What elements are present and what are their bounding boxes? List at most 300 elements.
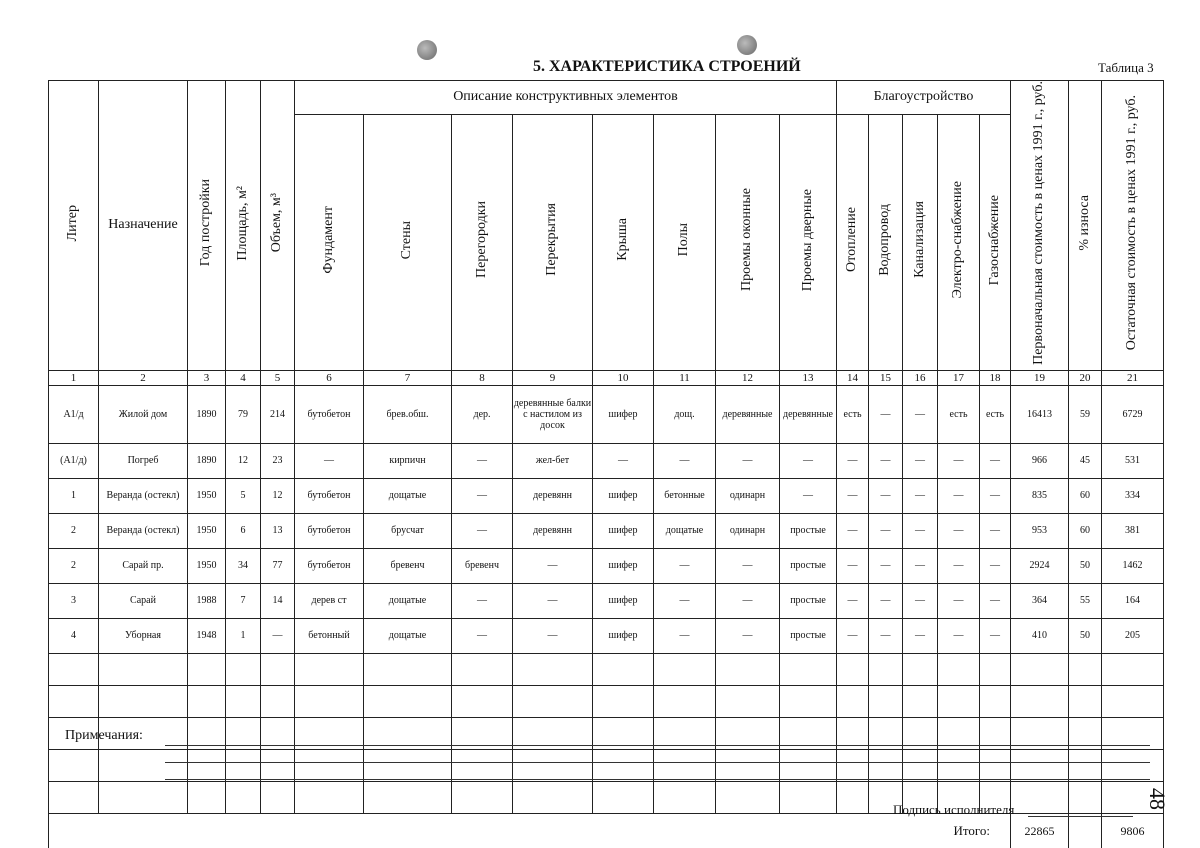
- table-cell: [49, 583, 99, 618]
- table-cell: [295, 583, 364, 618]
- notes-label: Примечания:: [65, 728, 143, 743]
- cell-text: —: [847, 455, 858, 467]
- empty-cell: [1069, 781, 1102, 813]
- table-cell: [513, 513, 593, 548]
- cell-text: —: [915, 408, 925, 420]
- cell-text: —: [803, 490, 813, 502]
- cell-text: —: [990, 455, 1000, 467]
- table-cell: [780, 618, 837, 653]
- table-cell: [716, 618, 780, 653]
- cell-text: 410: [1032, 630, 1047, 642]
- table-cell: [261, 513, 295, 548]
- table-cell: [903, 548, 938, 583]
- cell-text: бетонные: [664, 490, 705, 502]
- empty-cell: [261, 685, 295, 717]
- column-number: [295, 370, 364, 385]
- table-cell: [1102, 583, 1164, 618]
- notes-line: [165, 745, 1150, 746]
- table-cell: [1069, 548, 1102, 583]
- table-cell: [261, 443, 295, 478]
- cell-text: 18: [989, 371, 1001, 384]
- table-cell: [188, 618, 226, 653]
- empty-cell: [49, 749, 99, 781]
- table-cell: [938, 618, 980, 653]
- empty-cell: [49, 653, 99, 685]
- cell-text: Фундамент: [320, 205, 336, 274]
- table-cell: [261, 618, 295, 653]
- table-cell: [261, 478, 295, 513]
- empty-cell: [1011, 781, 1069, 813]
- cell-text: 13: [802, 371, 814, 384]
- cell-text: —: [880, 408, 891, 420]
- table-cell: [654, 618, 716, 653]
- cell-text: простые: [790, 560, 826, 572]
- table-cell: [226, 548, 261, 583]
- table-cell: [780, 583, 837, 618]
- empty-cell: [99, 749, 188, 781]
- cell-text: деревянн: [533, 525, 572, 537]
- table-cell: [1011, 513, 1069, 548]
- table-cell: [980, 548, 1011, 583]
- table-cell: [654, 513, 716, 548]
- empty-row: [49, 749, 1164, 781]
- table-cell: [869, 385, 903, 443]
- cell-text: —: [915, 490, 925, 502]
- table-cell: [49, 443, 99, 478]
- empty-cell: [261, 781, 295, 813]
- column-header: [980, 114, 1011, 370]
- empty-cell: [188, 653, 226, 685]
- table-row: [49, 478, 1164, 513]
- cell-text: Стены: [399, 220, 415, 259]
- column-number: [226, 370, 261, 385]
- cell-text: 1950: [196, 560, 217, 572]
- cell-text: деревянные: [722, 408, 773, 420]
- total-wear: [1069, 813, 1102, 848]
- empty-cell: [837, 653, 869, 685]
- cell-text: Электро-снабжение: [950, 180, 966, 299]
- cell-text: деревянн: [533, 490, 572, 502]
- table-cell: [903, 443, 938, 478]
- cell-text: шифер: [608, 560, 638, 572]
- table-cell: [869, 618, 903, 653]
- table-cell: [716, 478, 780, 513]
- cell-text: деревянные: [782, 408, 833, 420]
- cell-text: 3: [71, 595, 76, 607]
- cell-text: —: [477, 630, 487, 642]
- table-cell: [1011, 583, 1069, 618]
- table-cell: [49, 478, 99, 513]
- empty-cell: [226, 749, 261, 781]
- cell-text: простые: [790, 630, 826, 642]
- cell-text: деревянные балки с настилом из досок: [513, 397, 592, 431]
- empty-cell: [99, 653, 188, 685]
- cell-text: —: [547, 595, 558, 607]
- empty-cell: [295, 685, 364, 717]
- cell-text: Проемы дверные: [799, 188, 815, 291]
- table-cell: [295, 478, 364, 513]
- cell-text: 16: [914, 371, 926, 384]
- empty-cell: [593, 653, 654, 685]
- cell-text: Отопление: [844, 207, 860, 273]
- table-cell: [261, 548, 295, 583]
- column-header: [226, 81, 261, 371]
- table-cell: [1011, 478, 1069, 513]
- table-cell: [869, 443, 903, 478]
- cell-text: —: [953, 490, 964, 502]
- cell-text: —: [742, 455, 753, 467]
- cell-text: 6729: [1122, 408, 1143, 420]
- table-cell: [364, 385, 452, 443]
- table-cell: [188, 385, 226, 443]
- empty-cell: [226, 685, 261, 717]
- table-cell: [188, 548, 226, 583]
- cell-text: дощ.: [674, 408, 695, 420]
- column-number: [780, 370, 837, 385]
- empty-cell: [716, 653, 780, 685]
- cell-text: 1988: [196, 595, 217, 607]
- cell-text: —: [477, 525, 487, 537]
- cell-text: 55: [1080, 595, 1090, 607]
- column-header: [99, 81, 188, 371]
- empty-cell: [49, 781, 99, 813]
- cell-text: —: [847, 490, 858, 502]
- cell-text: 12: [272, 490, 283, 502]
- cell-text: —: [990, 560, 1000, 572]
- table-cell: [593, 618, 654, 653]
- empty-cell: [593, 685, 654, 717]
- empty-cell: [364, 749, 452, 781]
- cell-text: —: [880, 490, 891, 502]
- table-cell: [938, 478, 980, 513]
- column-header: [869, 114, 903, 370]
- cell-text: 12: [742, 371, 753, 384]
- table-row: [49, 385, 1164, 443]
- cell-text: —: [547, 560, 558, 572]
- cell-text: 1890: [196, 455, 217, 467]
- page-number: 48: [1145, 788, 1170, 810]
- cell-text: 5: [240, 490, 246, 502]
- cell-text: бутобетон: [307, 408, 351, 420]
- empty-cell: [452, 653, 513, 685]
- table-cell: [903, 385, 938, 443]
- column-header: [903, 114, 938, 370]
- empty-cell: [654, 653, 716, 685]
- empty-cell: [1102, 653, 1164, 685]
- punch-hole: [737, 35, 757, 55]
- cell-text: 4: [71, 630, 76, 642]
- cell-text: жел-бет: [535, 455, 570, 467]
- cell-text: Крыша: [614, 218, 630, 262]
- cell-text: шифер: [608, 595, 638, 607]
- column-header: [364, 114, 452, 370]
- cell-text: 4: [240, 371, 246, 384]
- punch-hole: [417, 40, 437, 60]
- column-number: [1011, 370, 1069, 385]
- empty-cell: [980, 749, 1011, 781]
- cell-text: —: [990, 525, 1000, 537]
- cell-text: есть: [985, 408, 1005, 420]
- cell-text: Благоустройство: [873, 89, 974, 105]
- cell-text: 205: [1125, 630, 1140, 642]
- table-cell: [452, 583, 513, 618]
- buildings-table: [48, 80, 1164, 848]
- empty-cell: [780, 653, 837, 685]
- table-cell: [364, 548, 452, 583]
- empty-cell: [938, 749, 980, 781]
- table-row: [49, 513, 1164, 548]
- cell-text: 34: [238, 560, 248, 572]
- cell-text: Уборная: [125, 630, 161, 642]
- total-row: [49, 813, 1164, 848]
- empty-cell: [903, 653, 938, 685]
- empty-cell: [716, 781, 780, 813]
- cell-text: Сарай: [130, 595, 156, 607]
- cell-text: 13: [272, 525, 283, 537]
- cell-text: 60: [1080, 525, 1090, 537]
- table-cell: [1011, 618, 1069, 653]
- total-residual-cost: [1102, 813, 1164, 848]
- cell-text: 15: [880, 371, 891, 384]
- empty-cell: [99, 781, 188, 813]
- column-number: [903, 370, 938, 385]
- empty-cell: [99, 685, 188, 717]
- table-cell: [716, 513, 780, 548]
- table-cell: [938, 385, 980, 443]
- table-cell: [452, 385, 513, 443]
- cell-text: 50: [1080, 560, 1090, 572]
- empty-cell: [261, 749, 295, 781]
- cell-text: —: [679, 595, 690, 607]
- column-header: [716, 114, 780, 370]
- table-cell: [869, 548, 903, 583]
- table-cell: [99, 618, 188, 653]
- cell-text: Объем, м³: [269, 193, 285, 253]
- table-cell: [593, 548, 654, 583]
- empty-cell: [593, 749, 654, 781]
- table-cell: [837, 583, 869, 618]
- empty-cell: [654, 781, 716, 813]
- notes-line: [165, 762, 1150, 763]
- table-number: Таблица 3: [1098, 60, 1154, 75]
- table-cell: [1102, 478, 1164, 513]
- table-cell: [513, 618, 593, 653]
- cell-text: —: [679, 560, 690, 572]
- table-cell: [364, 618, 452, 653]
- empty-cell: [188, 749, 226, 781]
- empty-cell: [837, 749, 869, 781]
- notes-line: [165, 779, 1150, 780]
- cell-text: шифер: [608, 525, 638, 537]
- column-number: [593, 370, 654, 385]
- empty-cell: [513, 685, 593, 717]
- cell-text: дерев ст: [311, 595, 347, 607]
- cell-text: —: [742, 560, 753, 572]
- cell-text: —: [847, 560, 858, 572]
- cell-text: Жилой дом: [118, 408, 168, 420]
- column-header: [1069, 81, 1102, 371]
- column-header: [513, 114, 593, 370]
- cell-text: 164: [1125, 595, 1140, 607]
- table-cell: [295, 385, 364, 443]
- cell-text: Перекрытия: [544, 203, 560, 277]
- cell-text: Назначение: [108, 217, 178, 233]
- cell-text: —: [272, 630, 283, 642]
- cell-text: 60: [1080, 490, 1090, 502]
- empty-cell: [295, 749, 364, 781]
- cell-text: 966: [1032, 455, 1047, 467]
- cell-text: Площадь, м²: [234, 185, 250, 261]
- cell-text: дощатые: [388, 490, 427, 502]
- empty-cell: [295, 781, 364, 813]
- table-cell: [938, 443, 980, 478]
- cell-text: 1: [70, 371, 77, 384]
- cell-text: дощатые: [388, 630, 427, 642]
- cell-text: Первоначальная стоимость в ценах 1991 г., руб.: [1031, 81, 1047, 365]
- cell-text: шифер: [608, 408, 638, 420]
- table-cell: [226, 618, 261, 653]
- empty-cell: [716, 685, 780, 717]
- table-cell: [99, 548, 188, 583]
- cell-text: —: [477, 455, 487, 467]
- cell-text: 214: [270, 408, 285, 420]
- table-cell: [593, 583, 654, 618]
- cell-text: (А1/д): [60, 455, 87, 467]
- table-cell: [226, 478, 261, 513]
- empty-cell: [452, 685, 513, 717]
- cell-text: —: [803, 455, 813, 467]
- cell-text: Год постройки: [198, 179, 214, 267]
- empty-cell: [980, 653, 1011, 685]
- table-row: [49, 548, 1164, 583]
- cell-text: 6: [326, 371, 332, 384]
- cell-text: —: [915, 560, 925, 572]
- empty-cell: [49, 685, 99, 717]
- cell-text: бутобетон: [307, 490, 351, 502]
- cell-text: —: [990, 595, 1000, 607]
- cell-text: шифер: [608, 490, 638, 502]
- table-cell: [903, 513, 938, 548]
- cell-text: 20: [1079, 371, 1091, 384]
- cell-text: 1950: [196, 525, 217, 537]
- table-cell: [869, 478, 903, 513]
- table-cell: [593, 513, 654, 548]
- cell-text: 19: [1034, 371, 1045, 384]
- cell-text: 2: [71, 560, 76, 572]
- table-cell: [1011, 548, 1069, 583]
- table-cell: [452, 443, 513, 478]
- empty-cell: [869, 653, 903, 685]
- column-number: [99, 370, 188, 385]
- total-initial-cost: [1011, 813, 1069, 848]
- cell-text: —: [990, 490, 1000, 502]
- empty-cell: [364, 653, 452, 685]
- total-blank: [49, 813, 837, 848]
- cell-text: 12: [238, 455, 248, 467]
- column-header: [49, 81, 99, 371]
- column-number: [452, 370, 513, 385]
- cell-text: 17: [953, 371, 964, 384]
- cell-text: —: [953, 595, 964, 607]
- cell-text: Веранда (остекл): [106, 490, 180, 502]
- empty-cell: [1069, 749, 1102, 781]
- cell-text: бутобетон: [307, 525, 351, 537]
- cell-text: % износа: [1076, 195, 1092, 251]
- table-cell: [99, 478, 188, 513]
- cell-text: —: [847, 630, 858, 642]
- cell-text: 7: [240, 595, 246, 607]
- table-cell: [837, 385, 869, 443]
- table-cell: [513, 385, 593, 443]
- table-cell: [780, 443, 837, 478]
- column-number: [188, 370, 226, 385]
- empty-cell: [938, 653, 980, 685]
- table-cell: [980, 478, 1011, 513]
- empty-cell: [903, 749, 938, 781]
- column-number: [364, 370, 452, 385]
- column-header: [1011, 81, 1069, 371]
- column-header: [295, 114, 364, 370]
- table-cell: [1069, 618, 1102, 653]
- cell-text: —: [880, 455, 891, 467]
- empty-cell: [980, 685, 1011, 717]
- table-row: [49, 583, 1164, 618]
- table-cell: [654, 583, 716, 618]
- column-number: [1102, 370, 1164, 385]
- cell-text: брусчат: [391, 525, 424, 537]
- cell-text: —: [847, 525, 858, 537]
- cell-text: Сарай пр.: [122, 560, 164, 572]
- cell-text: Погреб: [127, 455, 159, 467]
- cell-text: кирпичн: [389, 455, 426, 467]
- cell-text: 14: [847, 371, 858, 384]
- table-cell: [364, 583, 452, 618]
- group-header-amenities: [837, 81, 1011, 115]
- cell-text: 364: [1032, 595, 1047, 607]
- cell-text: есть: [843, 408, 862, 420]
- empty-cell: [226, 781, 261, 813]
- table-cell: [295, 443, 364, 478]
- cell-text: —: [477, 490, 487, 502]
- cell-text: —: [742, 595, 753, 607]
- cell-text: —: [915, 525, 925, 537]
- empty-cell: [938, 685, 980, 717]
- table-cell: [1069, 583, 1102, 618]
- column-header: [188, 81, 226, 371]
- table-cell: [980, 385, 1011, 443]
- table-cell: [1102, 443, 1164, 478]
- signature-line: [1028, 816, 1133, 817]
- cell-text: 2: [71, 525, 76, 537]
- cell-text: —: [880, 630, 891, 642]
- table-cell: [226, 513, 261, 548]
- table-cell: [188, 478, 226, 513]
- cell-text: 50: [1080, 630, 1090, 642]
- table-cell: [780, 548, 837, 583]
- table-cell: [99, 583, 188, 618]
- table-cell: [188, 583, 226, 618]
- page-title: 5. ХАРАКТЕРИСТИКА СТРОЕНИЙ: [533, 58, 801, 75]
- cell-text: 59: [1080, 408, 1090, 420]
- cell-text: 334: [1125, 490, 1140, 502]
- cell-text: Газоснабжение: [986, 194, 1002, 285]
- table-cell: [188, 513, 226, 548]
- table-cell: [938, 548, 980, 583]
- cell-text: 2924: [1029, 560, 1050, 572]
- cell-text: простые: [790, 595, 826, 607]
- cell-text: —: [953, 455, 964, 467]
- cell-text: —: [618, 455, 628, 467]
